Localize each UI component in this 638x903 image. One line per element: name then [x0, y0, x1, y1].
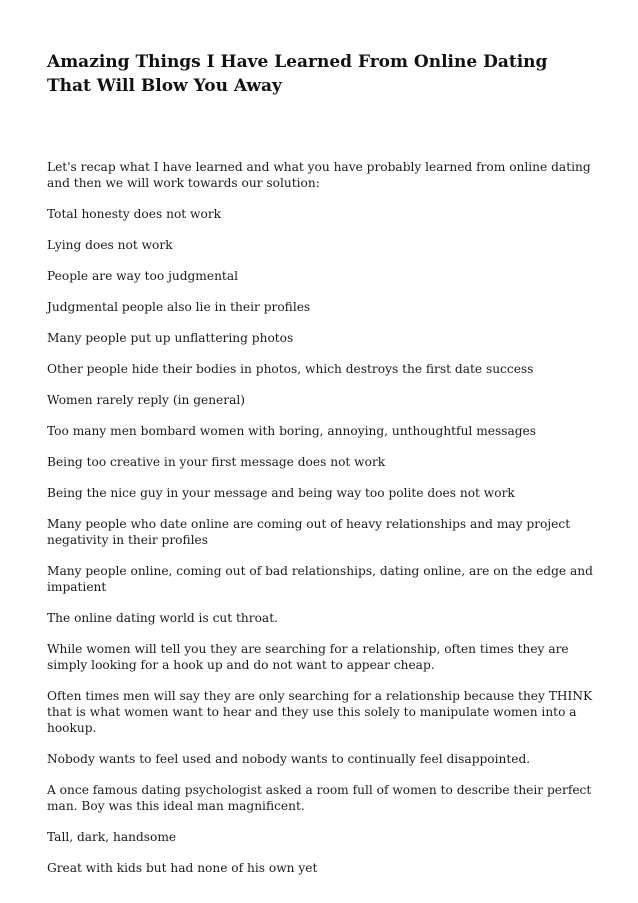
paragraph: A once famous dating psychologist asked a room full of women to describe their perfect man. Boy was this ideal man magnificent. [47, 783, 592, 813]
paragraph: Women rarely reply (in general) [47, 393, 246, 407]
paragraph: Too many men bombard women with boring, annoying, unthoughtful messages [47, 424, 537, 438]
paragraph: Tall, dark, handsome [47, 830, 177, 844]
paragraph: While women will tell you they are searching for a relationship, often times they are simply looking for a hook up and do not want to appear cheap. [47, 642, 569, 672]
paragraph: Lying does not work [47, 238, 173, 252]
paragraph: Many people who date online are coming out of heavy relationships and may project negativity in their profiles [47, 517, 571, 547]
paragraph: People are way too judgmental [47, 269, 238, 283]
paragraph: The online dating world is cut throat. [47, 611, 278, 625]
paragraph: Being too creative in your first message does not work [47, 455, 386, 469]
paragraph: Being the nice guy in your message and being way too polite does not work [47, 486, 515, 500]
document-page [47, 50, 595, 891]
paragraph: Often times men will say they are only searching for a relationship because they THINK that is what women want to hear and they use this solely to manipulate women into a hookup. [47, 689, 593, 735]
paragraph: Great with kids but had none of his own yet [47, 861, 318, 875]
paragraph-intro: Let's recap what I have learned and what you have probably learned from online dating and then we will work towards our solution: [47, 160, 591, 190]
paragraph: Many people online, coming out of bad relationships, dating online, are on the edge and impatient [47, 564, 593, 594]
document-title: Amazing Things I Have Learned From Online Dating That Will Blow You Away [47, 52, 548, 96]
document-body [47, 159, 595, 876]
paragraph: Total honesty does not work [47, 207, 222, 221]
paragraph: Nobody wants to feel used and nobody wants to continually feel disappointed. [47, 752, 531, 766]
paragraph: Many people put up unflattering photos [47, 331, 294, 345]
paragraph: Other people hide their bodies in photos, which destroys the first date success [47, 362, 534, 376]
paragraph: Judgmental people also lie in their profiles [47, 300, 311, 314]
